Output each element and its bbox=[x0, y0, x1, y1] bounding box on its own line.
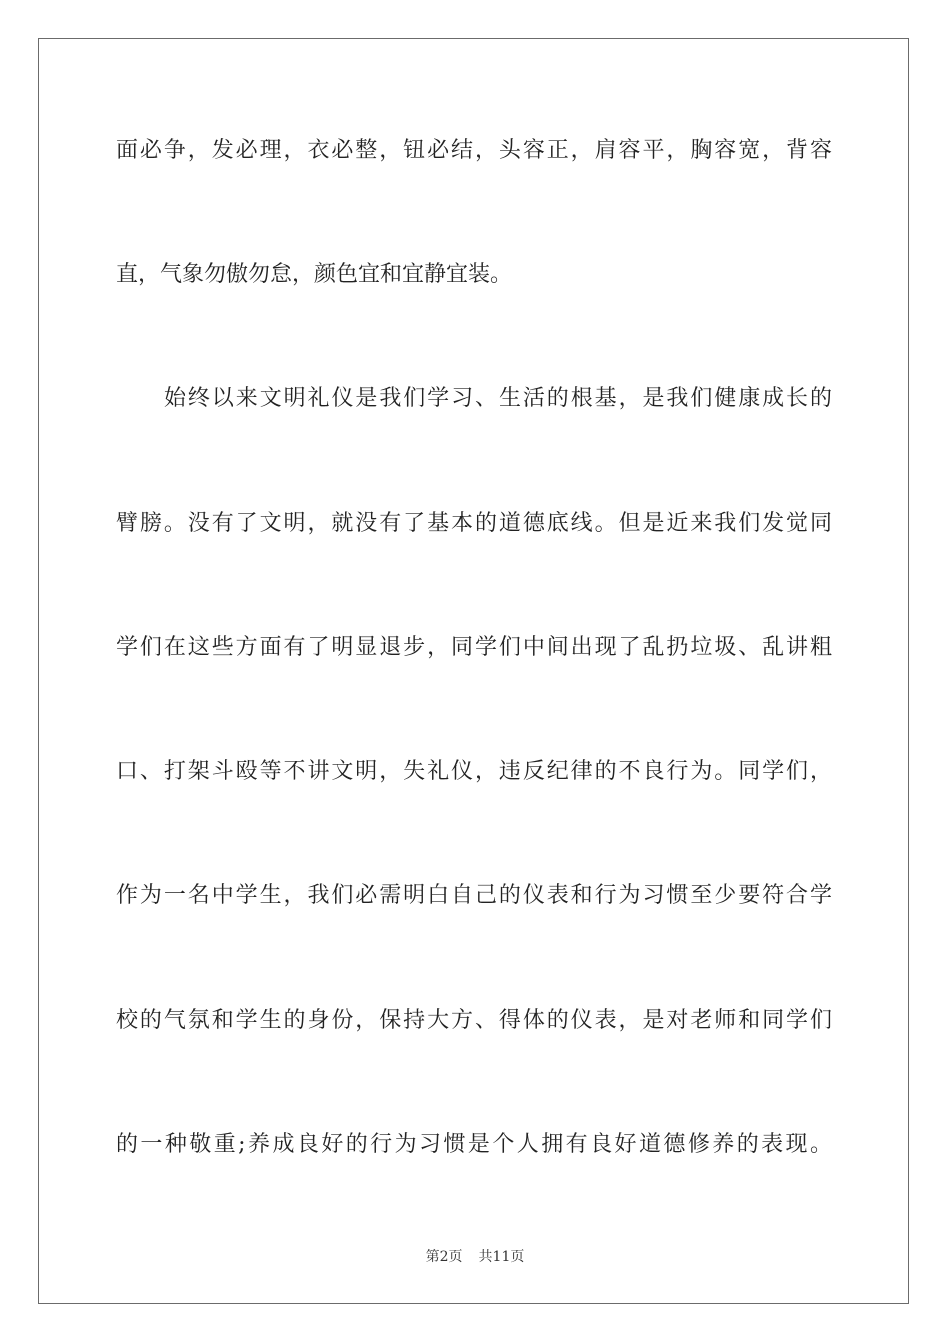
paragraph-line: 臂膀。没有了文明，就没有了基本的道德底线。但是近来我们发觉同 bbox=[116, 511, 832, 536]
page-footer bbox=[0, 1248, 950, 1266]
page-total: 共11页 bbox=[478, 1249, 525, 1265]
paragraph-line: 作为一名中学生，我们必需明白自己的仪表和行为习惯至少要符合学 bbox=[116, 883, 832, 908]
paragraph-line: 直，气象勿傲勿怠，颜色宜和宜静宜装。 bbox=[116, 262, 513, 287]
paragraph-line: 校的气氛和学生的身份，保持大方、得体的仪表，是对老师和同学们 bbox=[116, 1008, 832, 1033]
paragraph-line: 学们在这些方面有了明显退步，同学们中间出现了乱扔垃圾、乱讲粗 bbox=[116, 635, 832, 660]
page-number: 第2页 bbox=[425, 1249, 463, 1265]
paragraph-line: 始终以来文明礼仪是我们学习、生活的根基，是我们健康成长的 bbox=[164, 386, 832, 411]
paragraph-line: 的一种敬重;养成良好的行为习惯是个人拥有良好道德修养的表现。 bbox=[116, 1132, 832, 1157]
paragraph-line: 面必争，发必理，衣必整，钮必结，头容正，肩容平，胸容宽，背容 bbox=[116, 138, 832, 163]
paragraph-line: 口、打架斗殴等不讲文明，失礼仪，违反纪律的不良行为。同学们， bbox=[116, 759, 832, 784]
page-frame bbox=[38, 38, 909, 1304]
